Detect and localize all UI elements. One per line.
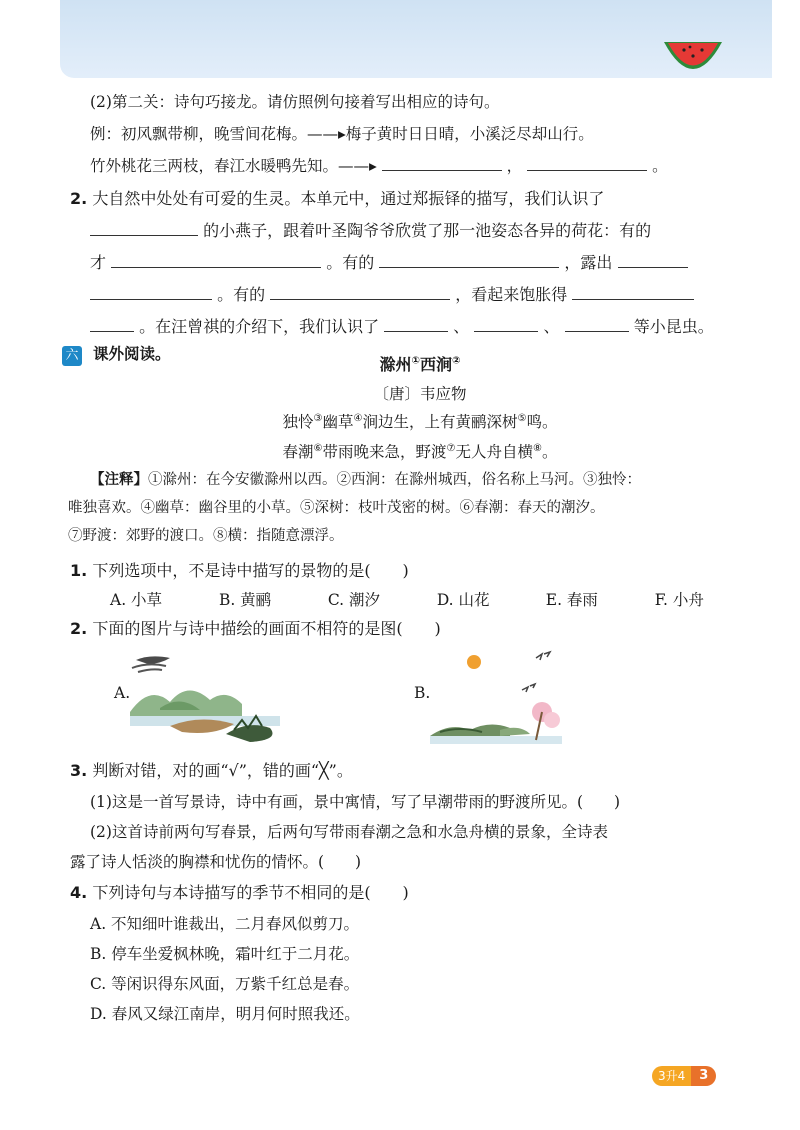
r4-option-c[interactable]: C. 等闲识得东风面，万紫千红总是春。 [90,975,360,993]
question-text: 下面的图片与诗中描绘的画面不相符的是图( ) [92,619,441,638]
option-e[interactable]: E. 春雨 [545,591,598,609]
q2-text: 才 [90,253,107,272]
poem-title [90,352,750,375]
question-number: 2. [70,189,88,208]
q2-text: 、 [453,317,470,336]
page-footer [652,1066,716,1086]
poem-text: 幽草 [322,413,354,431]
footnote-mark: ⑧ [533,442,542,454]
footnote-mark: ③ [313,412,323,424]
poem-author: 〔唐〕韦应物 [373,385,467,403]
page-number: 3 [691,1066,716,1086]
footnote-mark: ① [411,355,420,367]
q2-text: ，看起来饱胀得 [455,285,568,304]
poem-title-text: 滁州 [379,355,412,374]
answer-blank[interactable] [527,156,647,171]
question-text: 下列诗句与本诗描写的季节不相同的是( ) [92,883,409,902]
notes-text: ①滁州：在今安徽滁州以西。②西涧：在滁州城西，俗名称上马河。③独怜： [148,472,641,488]
option-a[interactable]: A. 小草 [110,591,163,609]
r4-question [70,880,409,903]
q2-line3 [90,250,688,273]
part2-example: 例：初风飘带柳，晚雪间花梅。——▸梅子黄时日日晴，小溪泛尽却山行。 [90,125,594,143]
notes-line-3: ⑦野渡：郊野的渡口。⑧横：指随意漂浮。 [68,528,344,544]
question-text: 判断对错，对的画“√”，错的画“╳”。 [92,761,353,780]
picture-a-label: A. [114,684,131,702]
r4-option-a[interactable]: A. 不知细叶谁裁出，二月春风似剪刀。 [90,915,360,933]
part2-task-prefix: 竹外桃花三两枝，春江水暖鸭先知。——▸ [90,157,377,175]
r4-option-b[interactable]: B. 停车坐爱枫林晚，霜叶红于二月花。 [90,945,360,963]
q2-line4 [90,282,694,305]
question-text: 下列选项中，不是诗中描写的景物的是( ) [92,561,409,580]
picture-b-label: B. [414,684,431,702]
footnote-mark: ② [452,355,461,367]
notes-line-1 [90,468,641,489]
question-number: 4. [70,883,88,902]
poem-text: 带雨晚来急，野渡 [322,443,447,461]
poem-text: 独怜 [282,413,314,431]
option-c[interactable]: C. 潮汐 [327,591,381,609]
q2-text: 大自然中处处有可爱的生灵。本单元中，通过郑振铎的描写，我们认识了 [92,189,605,208]
notes-label: 【注释】 [90,472,148,488]
poem-line-1 [90,410,750,432]
answer-blank[interactable] [379,253,559,268]
grade-label: 3升4 [652,1066,691,1086]
poem-text: 涧边生，上有黄鹂深树 [362,413,518,431]
footnote-mark: ⑥ [313,442,323,454]
q2-text: 的小燕子，跟着叶圣陶爷爷欣赏了那一池姿态各异的荷花：有的 [203,221,652,240]
option-d[interactable]: D. 山花 [436,591,490,609]
poem-text: 无人舟自横 [455,443,533,461]
watermelon-icon [660,36,726,76]
q2-line2 [90,218,651,241]
answer-blank[interactable] [90,317,134,332]
r1-question [70,558,409,581]
answer-blank[interactable] [90,221,198,236]
poem-title-text: 西涧 [420,355,453,374]
r3-statement-1[interactable]: (1)这是一首写景诗，诗中有画，景中寓情，写了早潮带雨的野渡所见。( ) [90,793,621,811]
q2-text: ，露出 [564,253,613,272]
q2-text: 、 [543,317,560,336]
answer-blank[interactable] [384,317,448,332]
r4-option-d[interactable]: D. 春风又绿江南岸，明月何时照我还。 [90,1005,360,1023]
r3-question [70,758,353,781]
option-b[interactable]: B. 黄鹂 [218,591,272,609]
period: 。 [652,157,668,175]
part2-title: (2)第二关：诗句巧接龙。请仿照例句接着写出相应的诗句。 [90,93,500,111]
r2-question [70,616,441,639]
question-number: 2. [70,619,88,638]
q2-line1 [70,186,604,209]
poem-text: 。 [541,443,558,461]
poem-text: 春潮 [282,443,314,461]
question-number: 1. [70,561,88,580]
question-number: 3. [70,761,88,780]
answer-blank[interactable] [474,317,538,332]
poem-text: 鸣。 [526,413,558,431]
answer-blank[interactable] [572,285,694,300]
answer-blank[interactable] [270,285,450,300]
landscape-picture-b[interactable] [430,650,562,746]
q2-text: 。有的 [217,285,266,304]
comma: ， [506,157,523,175]
option-f[interactable]: F. 小舟 [654,591,704,609]
section-title: 课外阅读。 [92,345,171,363]
q2-text: 。有的 [326,253,375,272]
answer-blank[interactable] [90,285,212,300]
notes-line-2: 唯独喜欢。④幽草：幽谷里的小草。⑤深树：枝叶茂密的树。⑥春潮：春天的潮汐。 [68,500,605,516]
footnote-mark: ④ [353,412,363,424]
q2-line5 [90,314,714,337]
poem-line-2 [90,440,750,462]
answer-blank[interactable] [382,156,502,171]
r3-statement-2b[interactable]: 露了诗人恬淡的胸襟和忧伤的情怀。( ) [70,853,362,871]
answer-blank[interactable] [618,253,688,268]
footnote-mark: ⑤ [517,412,527,424]
answer-blank[interactable] [565,317,629,332]
r3-statement-2a[interactable]: (2)这首诗前两句写春景，后两句写带雨春潮之急和水急舟横的景象，全诗表 [90,823,608,841]
part2-task [90,154,668,176]
q2-text: 等小昆虫。 [633,317,714,336]
section-badge: 六 [62,346,82,366]
q2-text: 。在汪曾祺的介绍下，我们认识了 [139,317,380,336]
footnote-mark: ⑦ [446,442,456,454]
answer-blank[interactable] [111,253,321,268]
r1-options [110,588,704,610]
landscape-picture-a[interactable] [130,650,280,746]
